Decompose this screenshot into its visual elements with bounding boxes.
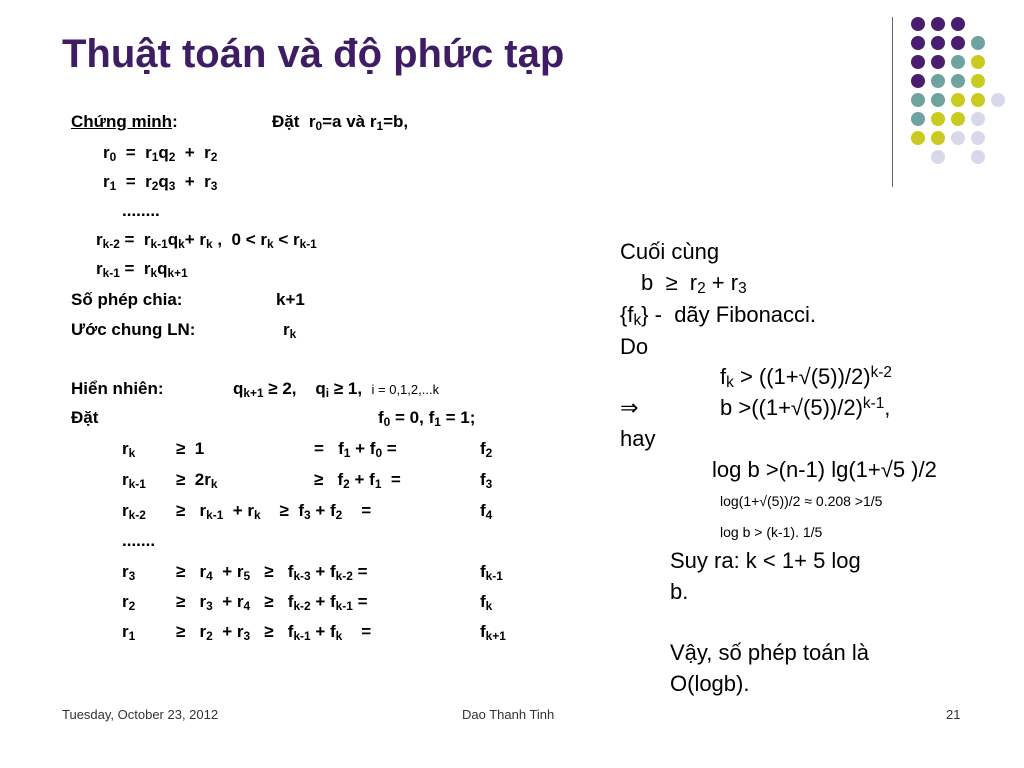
dot [971,74,985,88]
ineq-row-3-f: $f_4$ [480,501,493,522]
ineq-row-5-f: $f_k$ [480,592,493,613]
dot [951,36,965,50]
approx-line: log(1+√(5))/2 ≈ 0.208 >1/5 [720,493,883,509]
equation-r0: $r_0 = r_1q_2 + r_2$ [103,143,218,164]
ineq-row-2-f: $f_3$ [480,470,493,491]
ineq-row-6: $r_1$ [122,622,136,643]
fk-bound: $f_k > ((1+√(5))/2)^{k-2}$ [720,364,892,391]
dot [951,93,965,107]
footer-date: Tuesday, October 23, 2012 [62,707,219,722]
ineq-row-2-right: ≥ $f_2 + f_1$ = [314,470,401,491]
title-divider [892,17,893,187]
ineq-row-3-mid: ≥ $r_{k-1} + r_k$ ≥ $f_3 + f_2$ = [176,501,372,522]
conclusion-line-1: Vậy, số phép toán là [670,640,869,665]
dot [971,93,985,107]
dot [931,74,945,88]
ineq-row-5-mid: ≥ $r_3 + r_4 \ge f_{k-2} + f_{k-1}$ = [176,592,368,613]
gcd-value: $r_k$ [283,320,297,341]
dot [951,112,965,126]
dot [931,17,945,31]
proof-colon: : [172,112,178,131]
suy-ra-line-1: Suy ra: k < 1+ 5 log [670,548,861,573]
equation-r1: $r_1 = r_2q_3 + r_3$ [103,172,218,193]
dot [951,17,965,31]
suy-ra-line-2: b. [670,579,689,604]
b-ineq: $b \ge r_2 + r_3$ [641,270,747,297]
dot [931,131,945,145]
logb-line: log b > (k-1). 1/5 [720,524,823,540]
dot [911,74,925,88]
dot [911,36,925,50]
footer-page-number: 21 [946,707,961,722]
index-note: i = 0,1,2,...k [371,382,440,397]
ineq-row-6-f: $f_{k+1}$ [480,622,506,643]
ineq-row-2-mid: ≥ $2r_k$ [176,470,218,491]
proof-label: Chứng minh [71,112,173,131]
dot [931,36,945,50]
conclusion-line-2: O(logb). [670,671,750,696]
ineq-row-5: $r_2$ [122,592,136,613]
proof-heading [71,112,178,132]
dot [931,55,945,69]
ellipsis-2: ....... [122,531,156,550]
equation-rk-1: $r_{k-1} = r_kq_{k+1}$ [96,259,188,280]
ineq-row-1-right: = $f_1 + f_0$ = [314,439,397,460]
log-line: log b >(n-1) lg(1+√5 )/2 [712,457,937,482]
ineq-row-2: $r_{k-1}$ [122,470,146,491]
equation-rk-2: $r_{k-2} = r_{k-1}q_k+ r_k$ , $0 < r_k < r_{k-1}$ [96,230,317,251]
dot [911,131,925,145]
dot [951,131,965,145]
dot [971,36,985,50]
dot [951,74,965,88]
ineq-row-1-f: $f_2$ [480,439,493,460]
dot [971,150,985,164]
ellipsis-1: ........ [122,201,160,220]
dot [931,93,945,107]
b-bound: $b >((1+√(5))/2)^{k-1}$, [720,395,891,420]
divisions-value: k+1 [276,290,305,309]
ineq-row-4-mid: ≥ $r_4 + r_5 \ge f_{k-3} + f_{k-2}$ = [176,562,368,583]
dot [911,17,925,31]
ineq-row-1-mid: ≥ 1 [176,439,205,458]
do-label: Do [620,334,649,359]
fib-suffix: dãy Fibonacci. [674,302,817,327]
finally-label: Cuối cùng [620,239,720,264]
dot [971,131,985,145]
ineq-row-1: $r_k$ [122,439,136,460]
set-statement: Đặt $r_0=a$ và $r_1=b$, [272,112,409,133]
dot [931,112,945,126]
dot [911,112,925,126]
obvious-label: Hiển nhiên: [71,379,164,398]
hay-label: hay [620,426,656,451]
dot [991,93,1005,107]
obvious-statement: $q_{k+1} \ge 2$, $q_i \ge 1$, i = 0,1,2,...k [233,379,440,400]
ineq-row-4: $r_3$ [122,562,136,583]
slide-title: Thuật toán và độ phức tạp [62,32,565,76]
set-label: Đặt [272,112,300,131]
implies-arrow: ⇒ [620,395,639,420]
dot [971,55,985,69]
footer-author: Dao Thanh Tinh [462,707,555,722]
dot [911,93,925,107]
fib-line: $\{f_k\}$ - dãy Fibonacci. [620,302,817,329]
dot [931,150,945,164]
ineq-row-6-mid: ≥ $r_2 + r_3 \ge f_{k-1} + f_k$ = [176,622,372,643]
gcd-label: Ước chung LN: [71,320,196,339]
divisions-label: Số phép chia: [71,290,183,309]
set2-label: Đặt [71,408,99,427]
dot [971,112,985,126]
ineq-row-4-f: $f_{k-1}$ [480,562,503,583]
dot [951,55,965,69]
ineq-row-3: $r_{k-2}$ [122,501,146,522]
fib-initial: $f_0 = 0$, $f_1 = 1$; [378,408,476,429]
dot [911,55,925,69]
